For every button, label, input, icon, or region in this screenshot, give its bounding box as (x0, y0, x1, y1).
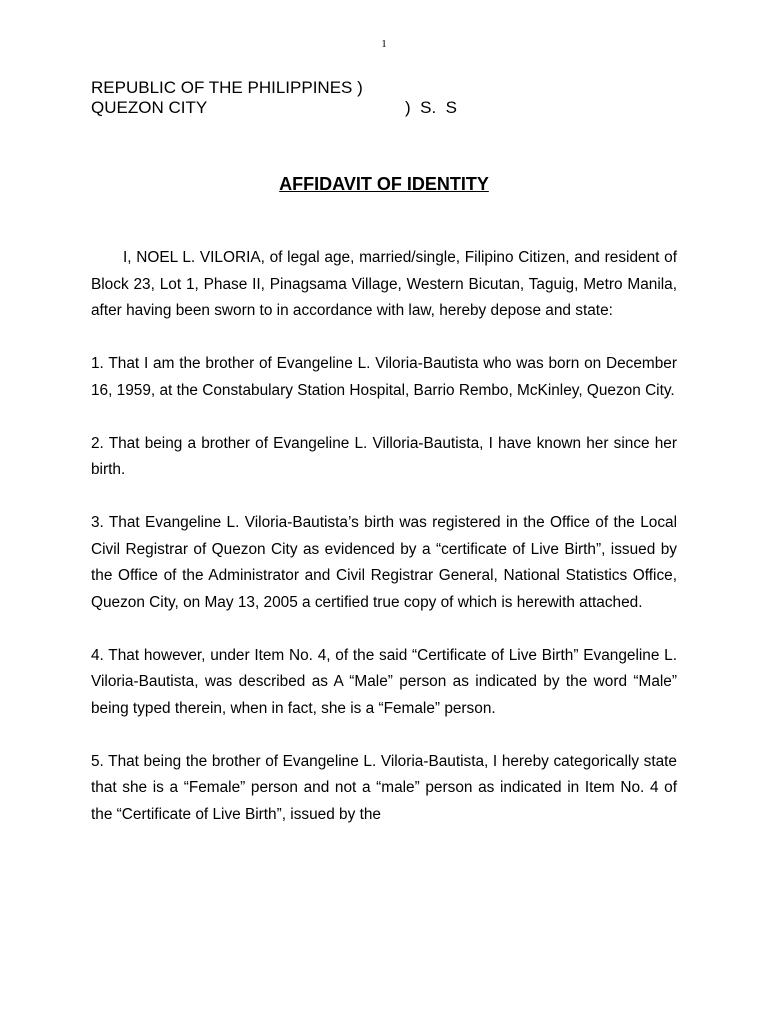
paragraph-2: 2. That being a brother of Evangeline L. Villoria-Bautista, I have known her since her birth. (91, 434, 677, 478)
venue-city: QUEZON CITY (91, 98, 208, 117)
paragraph-3: 3. That Evangeline L. Viloria-Bautista’s birth was registered in the Office of the Local Civil Registrar of Quezon City as evidenced by a “certificate of Live Birth”, issued by the Office of the Administrator and Civil Registrar General, National Statistics Office, Quezon City, on May 13, 2005 a certified true copy of which is herewith attached. (91, 514, 677, 611)
intro-paragraph: I, NOEL L. VILORIA, of legal age, married/single, Filipino Citizen, and resident of Block 23, Lot 1, Phase II, Pinagsama Village, Western Bicutan, Taguig, Metro Manila, after having been sworn to in accordance with law, hereby depose and state: (91, 249, 677, 319)
document-title: AFFIDAVIT OF IDENTITY (279, 174, 489, 194)
venue-ss: ) S. S (405, 98, 457, 117)
venue-country-line: REPUBLIC OF THE PHILIPPINES ) (91, 78, 363, 97)
affidavit-body (91, 245, 677, 828)
page-number: 1 (381, 38, 387, 50)
venue-caption (91, 78, 457, 118)
venue-city-line (91, 98, 457, 118)
paragraph-4: 4. That however, under Item No. 4, of the said “Certificate of Live Birth” Evangeline L. Viloria-Bautista, was described as A “Male” person as indicated by the word “Male” being typed therein, when in fact, she is a “Female” person. (91, 646, 677, 717)
paragraph-1: 1. That I am the brother of Evangeline L. Viloria-Bautista who was born on December 16, 1959, at the Constabulary Station Hospital, Barrio Rembo, McKinley, Quezon City. (91, 355, 677, 399)
paragraph-5: 5. That being the brother of Evangeline L. Viloria-Bautista, I hereby categorically state that she is a “Female” person and not a “male” person as indicated in Item No. 4 of the “Certificate of Live Birth”, issued by the (91, 752, 677, 823)
